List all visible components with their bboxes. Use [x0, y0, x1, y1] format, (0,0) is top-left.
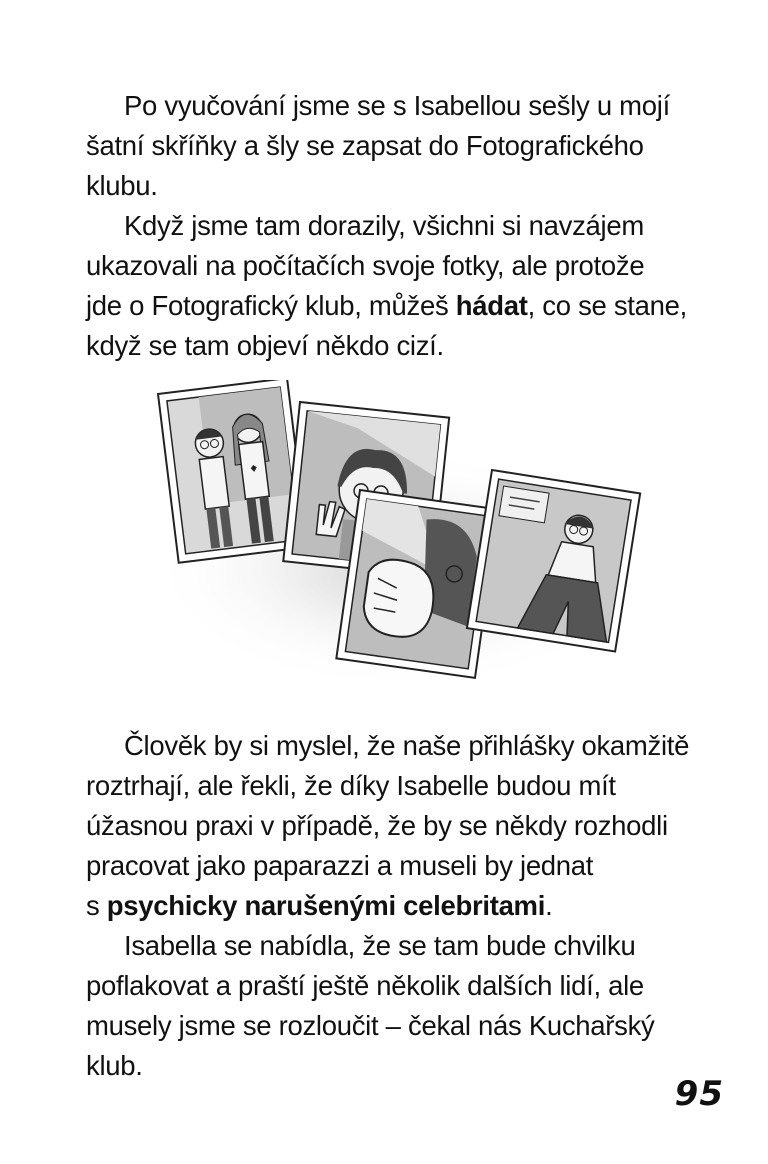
- text-line: Člověk by si myslel, že naše přihlášky okamžitě: [124, 730, 690, 761]
- text-line: roztrhají, ale řekli, že díky Isabelle budou mít: [86, 770, 616, 801]
- text-line: pracovat jako paparazzi a museli by jednat: [86, 850, 594, 881]
- text-line: [86, 886, 706, 926]
- photos-illustration: [150, 380, 650, 680]
- text-segment: s: [86, 890, 107, 921]
- text-line: šatní skříňky a šly se zapsat do Fotografického: [86, 130, 644, 161]
- text-line: úžasnou praxi v případě, že by se někdy rozhodli: [86, 810, 668, 841]
- photo-girl-low-angle: [467, 470, 640, 651]
- text-line: klubu.: [86, 170, 158, 201]
- top-text-block: [86, 86, 706, 366]
- paragraph-1: [86, 86, 706, 206]
- text-line: klub.: [86, 1050, 143, 1081]
- text-line: [86, 286, 706, 326]
- emphasis-hadat: hádat: [455, 290, 528, 321]
- text-segment: .: [545, 890, 553, 921]
- paragraph-3: [86, 726, 706, 926]
- paragraph-2: [86, 206, 706, 366]
- text-segment: , co se stane,: [527, 290, 687, 321]
- text-line: poflakovat a praští ještě několik dalších lidí, ale: [86, 970, 644, 1001]
- text-line: když se tam objeví někdo cizí.: [86, 330, 444, 361]
- text-line: musely jsme se rozloučit – čekal nás Kuchařský: [86, 1010, 655, 1041]
- emphasis-celebrities: psychicky narušenými celebritami: [106, 890, 546, 921]
- text-line: Isabella se nabídla, že se tam bude chvilku: [124, 930, 636, 961]
- bottom-text-block: [86, 726, 706, 1086]
- text-line: ukazovali na počítačích svoje fotky, ale protože: [86, 250, 645, 281]
- text-line: Po vyučování jsme se s Isabellou sešly u mojí: [124, 90, 670, 121]
- paragraph-4: [86, 926, 706, 1086]
- page-number: 95: [674, 1074, 724, 1114]
- text-segment: jde o Fotografický klub, můžeš: [86, 290, 456, 321]
- text-line: Když jsme tam dorazily, všichni si navzájem: [124, 210, 644, 241]
